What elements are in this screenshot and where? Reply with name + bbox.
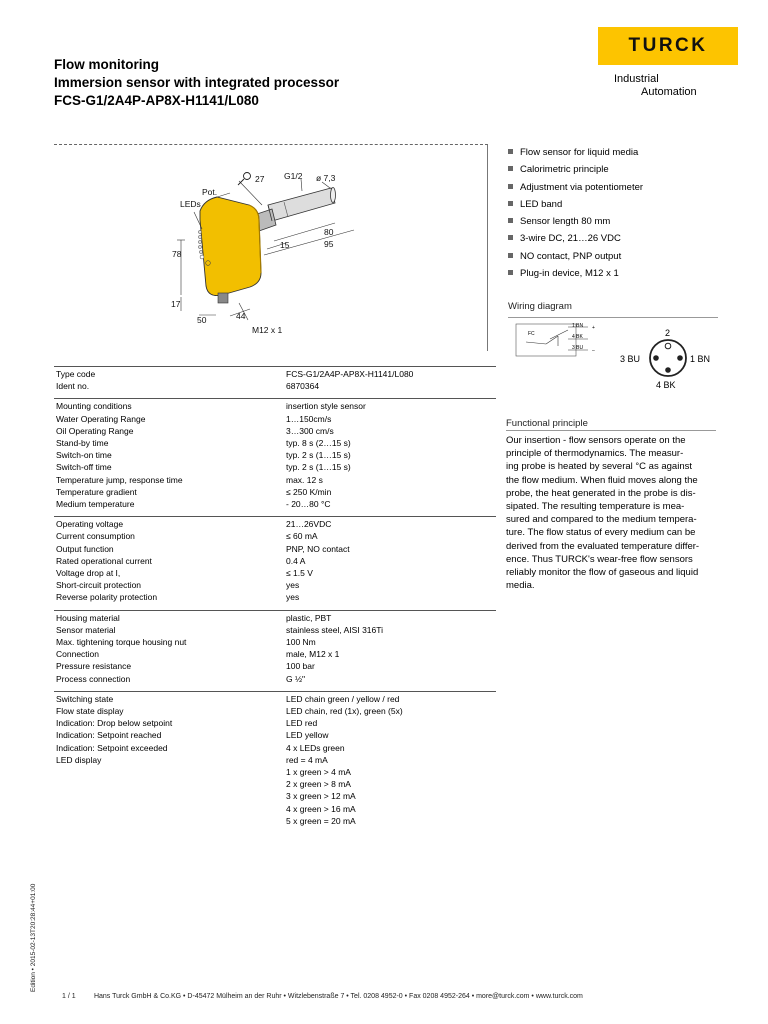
sensor-housing xyxy=(198,197,261,303)
label-length-15: 15 xyxy=(280,240,290,250)
title-block xyxy=(54,56,339,110)
sensor-probe xyxy=(254,188,336,232)
wrench-icon xyxy=(238,173,251,186)
tagline-line-1: Industrial xyxy=(614,73,659,85)
wiring-schematic xyxy=(516,323,595,356)
footer xyxy=(62,993,583,1000)
spec-label: Switch-off time xyxy=(56,462,112,473)
spec-value: LED chain, red (1x), green (5x) xyxy=(286,706,403,716)
spec-label: Flow state display xyxy=(56,706,124,716)
svg-text:4 BK: 4 BK xyxy=(572,334,583,340)
spec-label: Current consumption xyxy=(56,531,135,542)
spec-value: FCS-G1/2A4P-AP8X-H1141/L080 xyxy=(286,369,414,379)
edition-stamp: Edition • 2015-02-13T20:28:44+01:00 xyxy=(30,883,37,992)
label-height-78: 78 xyxy=(172,249,182,259)
spec-group-rule xyxy=(54,366,496,367)
spec-label: LED display xyxy=(56,754,102,765)
feature-item: NO contact, PNP output xyxy=(508,248,643,265)
spec-value: 4 x LEDs green xyxy=(286,742,345,753)
tagline xyxy=(614,73,697,99)
spec-value: 100 bar xyxy=(286,661,315,672)
spec-value: yes xyxy=(286,592,300,603)
spec-value: male, M12 x 1 xyxy=(286,649,340,660)
pin-label-top: 2 xyxy=(665,328,671,338)
spec-label: Medium temperature xyxy=(56,499,135,509)
svg-text:+: + xyxy=(592,325,595,331)
spec-label: Housing material xyxy=(56,612,120,623)
spec-label: Output function xyxy=(56,543,114,554)
spec-label: Reverse polarity protection xyxy=(56,592,158,603)
spec-label: Indication: Setpoint reached xyxy=(56,730,162,741)
spec-value: ≤ 60 mA xyxy=(286,531,318,542)
spec-value: plastic, PBT xyxy=(286,612,332,623)
spec-value: LED chain green / yellow / red xyxy=(286,693,400,704)
label-thread: G1/2 xyxy=(284,171,303,181)
spec-label: Indication: Setpoint exceeded xyxy=(56,742,168,753)
spec-value: typ. 2 s (1…15 s) xyxy=(286,450,351,461)
logo-text: TURCK xyxy=(628,35,708,56)
feature-item: Adjustment via potentiometer xyxy=(508,179,643,196)
label-height-17: 17 xyxy=(171,299,181,309)
page-number: 1 / 1 xyxy=(62,993,76,1000)
spec-value: 2 x green > 8 mA xyxy=(286,779,351,790)
spec-label: Temperature jump, response time xyxy=(56,474,183,485)
label-wrench-size: 27 xyxy=(255,174,265,184)
dimension-drawing xyxy=(54,144,488,351)
label-width-50: 50 xyxy=(197,315,207,325)
spec-group-rule xyxy=(54,398,496,399)
spec-value: insertion style sensor xyxy=(286,401,366,412)
bullet-square-icon xyxy=(508,218,513,223)
label-leds: LEDs xyxy=(180,199,201,209)
functional-principle-title: Functional principle xyxy=(506,418,588,429)
label-diameter: ø 7,3 xyxy=(316,173,336,183)
spec-value: 4 x green > 16 mA xyxy=(286,803,356,814)
bullet-square-icon xyxy=(508,166,513,171)
spec-label: Sensor material xyxy=(56,624,116,635)
spec-group-rule xyxy=(54,610,496,611)
spec-label: Short-circuit protection xyxy=(56,580,142,591)
wiring-diagram-title: Wiring diagram xyxy=(508,301,572,312)
spec-value: 1 x green > 4 mA xyxy=(286,767,351,777)
title-category: Flow monitoring xyxy=(54,57,159,72)
spec-value: 1…150cm/s xyxy=(286,413,332,424)
title-description: Immersion sensor with integrated processor xyxy=(54,75,340,90)
spec-value: stainless steel, AISI 316Ti xyxy=(286,624,384,635)
spec-value: 3 x green > 12 mA xyxy=(286,791,356,802)
feature-item: 3-wire DC, 21…26 VDC xyxy=(508,230,643,247)
spec-label: Water Operating Range xyxy=(56,413,146,424)
spec-value: ≤ 250 K/min xyxy=(286,486,332,497)
label-length-80: 80 xyxy=(324,227,334,237)
wiring-diagram xyxy=(506,322,718,402)
spec-label: Stand-by time xyxy=(56,438,109,448)
feature-list xyxy=(508,144,643,282)
functional-principle-divider xyxy=(506,430,716,431)
spec-value: ≤ 1.5 V xyxy=(286,568,313,578)
bullet-square-icon xyxy=(508,149,513,154)
spec-value: LED red xyxy=(286,718,318,729)
bullet-square-icon xyxy=(508,235,513,240)
spec-label: Switching state xyxy=(56,693,114,704)
spec-label: Ident no. xyxy=(56,381,90,392)
bullet-square-icon xyxy=(508,253,513,258)
spec-value: typ. 8 s (2…15 s) xyxy=(286,438,351,448)
spec-value: 21…26VDC xyxy=(286,519,332,530)
label-connector: M12 x 1 xyxy=(252,325,283,335)
spec-label: Voltage drop at I, xyxy=(56,568,121,578)
feature-item: Calorimetric principle xyxy=(508,161,643,178)
spec-value: 5 x green = 20 mA xyxy=(286,815,356,826)
spec-group-rule xyxy=(54,516,496,517)
tagline-line-2: Automation xyxy=(641,86,697,98)
spec-value: max. 12 s xyxy=(286,474,323,485)
spec-label: Rated operational current xyxy=(56,555,152,566)
wiring-divider xyxy=(508,317,718,318)
functional-principle-text: Our insertion - flow sensors operate on the principle of thermodynamics. The measur- ing probe is heated by several °C as against the flow medium. When fluid moves along the probe, the heat generated in the probe is dis- sipated. The resulting temperature is mea- sured and compared to the medium tempera- ture. The flow status of every medium can be derived from the evaluated temperature differ- ence. Thus TURCK's wear-free flow sensors reliably monitor the flow of gaseous and liquid media. xyxy=(506,435,700,592)
spec-value: 0.4 A xyxy=(286,555,306,566)
feature-item: LED band xyxy=(508,196,643,213)
spec-label: Type code xyxy=(56,369,96,379)
spec-group-rule xyxy=(54,691,496,692)
spec-label: Switch-on time xyxy=(56,450,112,461)
svg-text:3 BU: 3 BU xyxy=(572,345,584,351)
label-width-44: 44 xyxy=(236,311,246,321)
spec-label: Operating voltage xyxy=(56,519,124,530)
spec-value: G ½" xyxy=(286,673,306,684)
spec-value: 100 Nm xyxy=(286,637,316,647)
spec-label: Oil Operating Range xyxy=(56,425,134,436)
spec-label: Pressure resistance xyxy=(56,661,132,672)
m12-connector-pinout xyxy=(620,328,710,390)
svg-text:FC: FC xyxy=(528,331,535,337)
bullet-square-icon xyxy=(508,201,513,206)
spec-value: 6870364 xyxy=(286,381,320,392)
pin-label-right: 1 BN xyxy=(690,354,711,364)
spec-label: Indication: Drop below setpoint xyxy=(56,718,173,729)
spec-value: - 20…80 °C xyxy=(286,499,331,509)
spec-label: Connection xyxy=(56,649,100,660)
spec-value: red = 4 mA xyxy=(286,754,328,765)
label-length-95: 95 xyxy=(324,239,334,249)
bullet-square-icon xyxy=(508,270,513,275)
title-type-code: FCS-G1/2A4P-AP8X-H1141/L080 xyxy=(54,93,259,108)
company-info: Hans Turck GmbH & Co.KG • D-45472 Mülheim an der Ruhr • Witzlebenstraße 7 • Tel. 0208 4952-0 • Fax 0208 4952-264 • more@turck.com • www.turck.com xyxy=(93,993,583,1000)
label-pot: Pot. xyxy=(202,187,218,197)
spec-label: Temperature gradient xyxy=(56,486,137,497)
pin-label-bottom: 4 BK xyxy=(656,380,676,390)
svg-text:1 BN: 1 BN xyxy=(572,323,584,329)
svg-text:–: – xyxy=(592,348,595,354)
bullet-square-icon xyxy=(508,184,513,189)
feature-item: Flow sensor for liquid media xyxy=(508,144,643,161)
feature-item: Plug-in device, M12 x 1 xyxy=(508,265,643,282)
pin-label-left: 3 BU xyxy=(620,354,641,364)
spec-value: LED yellow xyxy=(286,730,329,741)
spec-label: Max. tightening torque housing nut xyxy=(56,637,187,647)
spec-value: PNP, NO contact xyxy=(286,543,350,554)
spec-label: Process connection xyxy=(56,673,131,684)
spec-value: typ. 2 s (1…15 s) xyxy=(286,462,351,473)
spec-value: 3…300 cm/s xyxy=(286,425,334,436)
turck-logo xyxy=(598,27,738,65)
spec-value: yes xyxy=(286,580,300,591)
feature-item: Sensor length 80 mm xyxy=(508,213,643,230)
spec-label: Mounting conditions xyxy=(56,401,132,412)
